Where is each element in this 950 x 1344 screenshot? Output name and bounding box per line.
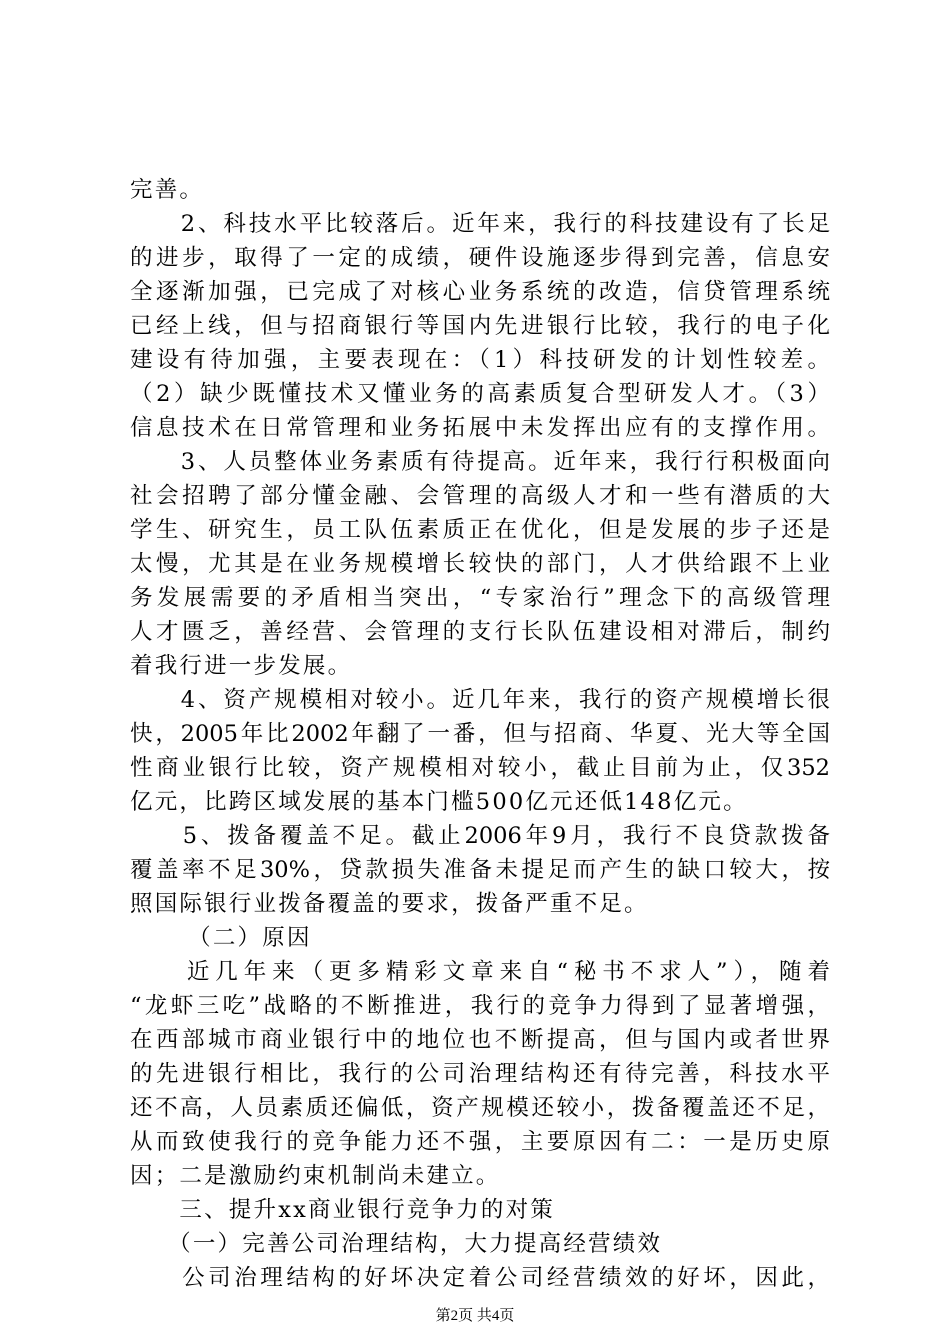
text-line: 务发展需要的矛盾相当突出，“专家治行”理念下的高级管理 bbox=[130, 585, 830, 611]
text-line: 2、科技水平比较落后。近年来，我行的科技建设有了长足 bbox=[130, 211, 830, 237]
text-line: 覆盖率不足30%，贷款损失准备未提足而产生的缺口较大，按 bbox=[130, 857, 830, 883]
text-line: 公司治理结构的好坏决定着公司经营绩效的好坏，因此， bbox=[130, 1265, 830, 1291]
text-line: 亿元，比跨区域发展的基本门槛500亿元还低148亿元。 bbox=[130, 789, 748, 815]
text-line: 因；二是激励约束机制尚未建立。 bbox=[130, 1163, 501, 1189]
section-heading: 三、提升xx商业银行竞争力的对策 bbox=[130, 1197, 555, 1223]
text-line: 还不高，人员素质还偏低，资产规模还较小，拨备覆盖还不足， bbox=[130, 1095, 830, 1121]
section-heading: （二）原因 bbox=[150, 925, 312, 951]
text-line: 着我行进一步发展。 bbox=[130, 653, 353, 679]
text-line: 的进步，取得了一定的成绩，硬件设施逐步得到完善，信息安 bbox=[130, 245, 830, 271]
text-line: 太慢，尤其是在业务规模增长较快的部门，人才供给跟不上业 bbox=[130, 551, 830, 577]
text-line: 学生、研究生，员工队伍素质正在优化，但是发展的步子还是 bbox=[130, 517, 830, 543]
text-line: “龙虾三吃”战略的不断推进，我行的竞争力得到了显著增强， bbox=[130, 993, 830, 1019]
text-line: 社会招聘了部分懂金融、会管理的高级人才和一些有潜质的大 bbox=[130, 483, 830, 509]
text-line: 照国际银行业拨备覆盖的要求，拨备严重不足。 bbox=[130, 891, 649, 917]
text-line: 人才匮乏，善经营、会管理的支行长队伍建设相对滞后，制约 bbox=[130, 619, 830, 645]
text-line: 性商业银行比较，资产规模相对较小，截止目前为止，仅352 bbox=[130, 755, 830, 781]
text-line: 在西部城市商业银行中的地位也不断提高，但与国内或者世界 bbox=[130, 1027, 830, 1053]
text-line: 4、资产规模相对较小。近几年来，我行的资产规模增长很 bbox=[130, 687, 830, 713]
text-line: 建设有待加强，主要表现在：（1）科技研发的计划性较差。 bbox=[130, 347, 830, 373]
text-line: 从而致使我行的竞争能力还不强，主要原因有二：一是历史原 bbox=[130, 1129, 830, 1155]
text-line: 信息技术在日常管理和业务拓展中未发挥出应有的支撑作用。 bbox=[130, 415, 830, 441]
text-line: （2）缺少既懂技术又懂业务的高素质复合型研发人才。（3） bbox=[130, 381, 830, 407]
text-line: 已经上线，但与招商银行等国内先进银行比较，我行的电子化 bbox=[130, 313, 830, 339]
text-line: 近几年来（更多精彩文章来自“秘书不求人”），随着 bbox=[130, 959, 830, 985]
text-line: 5、拨备覆盖不足。截止2006年9月，我行不良贷款拨备 bbox=[130, 823, 830, 849]
subsection-heading: （一）完善公司治理结构，大力提高经营绩效 bbox=[130, 1231, 663, 1257]
text-line: 全逐渐加强，已完成了对核心业务系统的改造，信贷管理系统 bbox=[130, 279, 830, 305]
text-line: 快，2005年比2002年翻了一番，但与招商、华夏、光大等全国 bbox=[130, 721, 830, 747]
page-number-footer: 第2页 共4页 bbox=[435, 1308, 515, 1324]
text-line: 的先进银行相比，我行的公司治理结构还有待完善，科技水平 bbox=[130, 1061, 830, 1087]
text-line: 完善。 bbox=[130, 177, 205, 203]
text-line: 3、人员整体业务素质有待提高。近年来，我行行积极面向 bbox=[130, 449, 830, 475]
